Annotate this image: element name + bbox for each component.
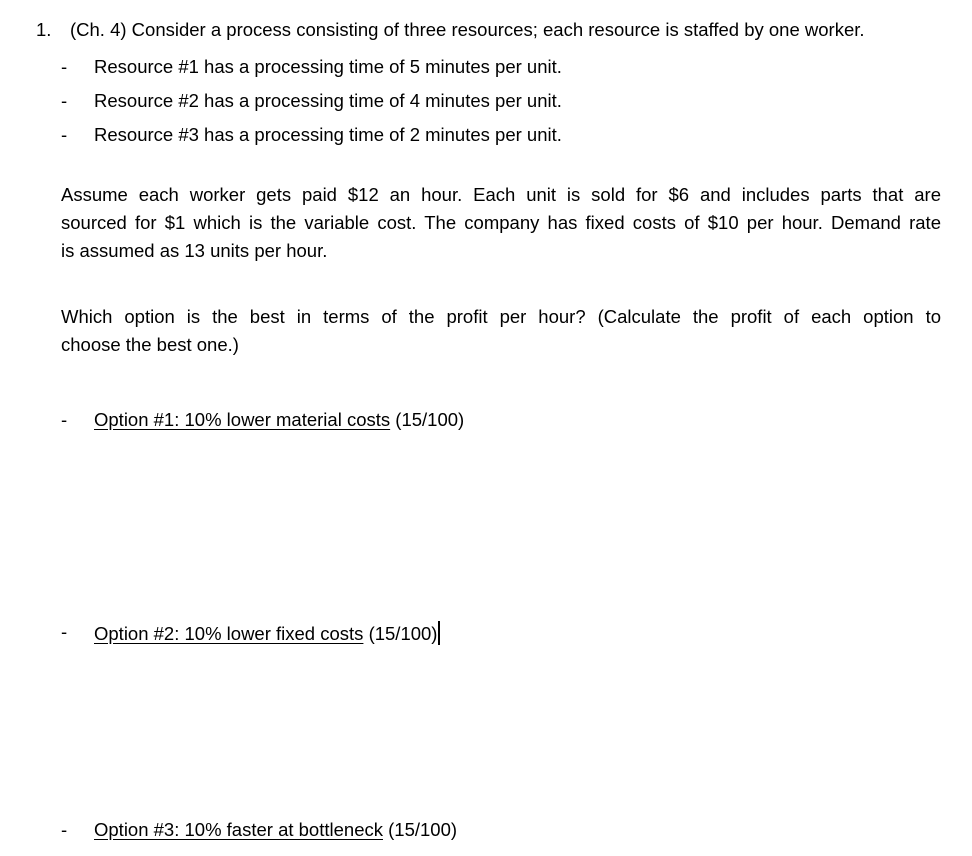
- prompt-line-2: choose the best one.): [61, 334, 239, 355]
- assumptions-line-2: sourced for $1 which is the variable cost. The company has fixed costs of $10 per hour. Demand rate: [61, 212, 941, 233]
- prompt-paragraph: [61, 303, 941, 359]
- bullet-dash: -: [61, 56, 68, 77]
- option-3: [94, 819, 457, 841]
- bullet-dash: -: [61, 819, 68, 840]
- bullet-dash: -: [61, 124, 68, 145]
- option-2: [94, 621, 440, 645]
- assumptions-line-1: Assume each worker gets paid $12 an hour. Each unit is sold for $6 and includes parts that are: [61, 184, 941, 205]
- prompt-line-1: Which option is the best in terms of the profit per hour? (Calculate the profit of each option to: [61, 306, 941, 327]
- option-1-points: (15/100): [395, 409, 465, 430]
- question-heading: (Ch. 4) Consider a process consisting of three resources; each resource is staffed by one worker.: [70, 19, 865, 40]
- option-1-label: Option #1: 10% lower material costs: [94, 409, 391, 430]
- option-2-label: Option #2: 10% lower fixed costs: [94, 623, 364, 644]
- bullet-dash: -: [61, 90, 68, 111]
- text-cursor: [438, 621, 440, 645]
- assumptions-paragraph: [61, 181, 941, 265]
- option-1: [94, 409, 464, 431]
- bullet-dash: -: [61, 409, 68, 430]
- resource-item-3: Resource #3 has a processing time of 2 minutes per unit.: [94, 124, 562, 145]
- option-3-label: Option #3: 10% faster at bottleneck: [94, 819, 383, 840]
- option-3-points: (15/100): [388, 819, 458, 840]
- option-2-points: (15/100): [368, 623, 438, 644]
- bullet-dash: -: [61, 621, 68, 642]
- question-number: 1.: [36, 19, 52, 40]
- resource-item-2: Resource #2 has a processing time of 4 minutes per unit.: [94, 90, 562, 111]
- assumptions-line-3: is assumed as 13 units per hour.: [61, 240, 328, 261]
- resource-item-1: Resource #1 has a processing time of 5 minutes per unit.: [94, 56, 562, 77]
